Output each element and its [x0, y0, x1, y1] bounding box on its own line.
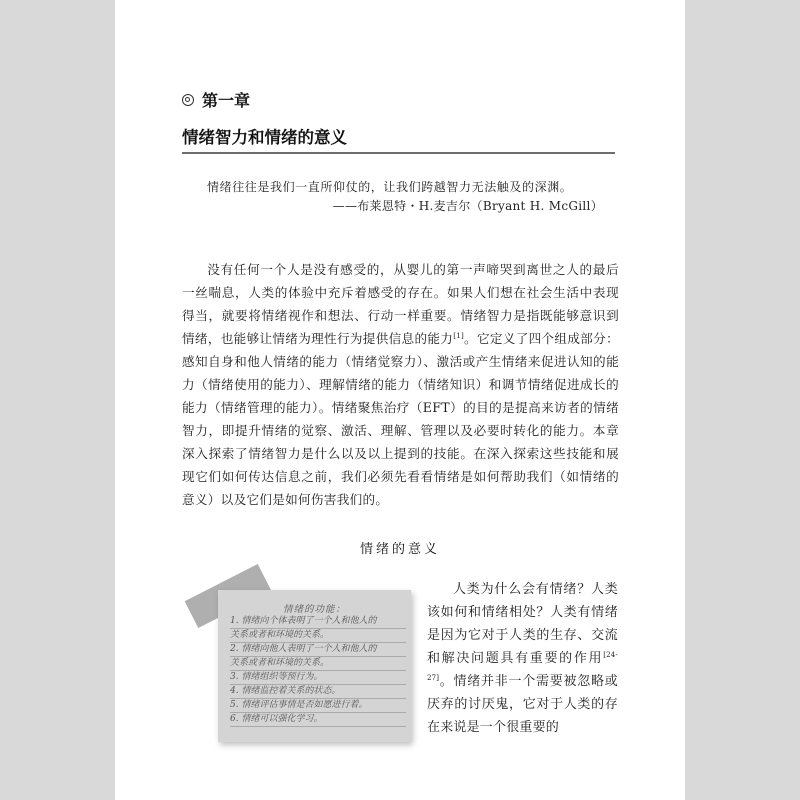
epigraph-quote: 情绪往往是我们一直所仰仗的，让我们跨越智力无法触及的深渊。 — [207, 180, 573, 194]
chapter-label-text: 第一章 — [202, 91, 251, 110]
chapter-label — [182, 88, 250, 111]
intro-text-part-2: 。它定义了四个组成部分：感知自身和他人情绪的能力（情绪觉察力）、激活或产生情绪来促进认知的能力（情绪使用的能力）、理解情绪的能力（情绪知识）和调节情绪促进成长的能力（情绪管理的能力）。情绪聚焦治疗（EFT）的目的是提高来访者的情绪智力，即提升情绪的觉察、激活、理解、管理以及必要时转化的能力。本章深入探索了情绪智力是什么以及以上提到的技能。在深入探索这些技能和展现它们如何传达信息之前，我们必须先看看情绪是如何帮助我们（如情绪的意义）以及它们是如何伤害我们的。 — [182, 331, 619, 507]
sticky-note-line: 3. 情绪组织等预行为。 — [230, 671, 406, 685]
citation-ref: [1] — [453, 332, 465, 340]
bullseye-icon — [182, 94, 194, 106]
epigraph-attribution: ——布莱恩特・H.麦吉尔（Bryant H. McGill） — [332, 199, 603, 213]
book-page — [115, 0, 685, 800]
sticky-note-title: 情绪的功能： — [282, 604, 346, 615]
side-text-part-1: 人类为什么会有情绪？人类该如何和情绪相处？人类有情绪是因为它对于人类的生存、交流和解决问题具有重要的作用 — [427, 582, 618, 666]
side-text-part-2: 。情绪并非一个需要被忽略或厌弃的讨厌鬼，它对于人类的存在来说是一个很重要的 — [427, 674, 618, 735]
section-heading: 情绪的意义 — [359, 542, 440, 557]
intro-paragraph — [182, 258, 619, 511]
sticky-note-list — [230, 615, 406, 727]
sticky-note-line: 1. 情绪向个体表明了一个人和他人的 — [230, 615, 406, 629]
sticky-note-line: 关系或者和环境的关系。 — [230, 657, 406, 671]
sticky-note-line: 关系或者和环境的关系。 — [230, 629, 406, 643]
citation-ref: [24-27] — [427, 651, 618, 682]
sticky-note-line: 5. 情绪评估事情是否如愿进行着。 — [230, 699, 406, 713]
epigraph — [182, 178, 615, 216]
sticky-note — [218, 590, 411, 742]
sticky-note-line: 2. 情绪向他人表明了一个人和他人的 — [230, 643, 406, 657]
title-divider — [182, 152, 615, 154]
intro-text-part-1: 没有任何一个人是没有感受的，从婴儿的第一声啼哭到离世之人的最后一丝喘息，人类的体验中充斥着感受的存在。如果人们想在社会生活中表现得当，就要将情绪视作和想法、行动一样重要。情绪智力是指既能够意识到情绪，也能够让情绪为理性行为提供信息的能力 — [182, 262, 619, 346]
side-paragraph — [427, 578, 618, 739]
chapter-title: 情绪智力和情绪的意义 — [182, 128, 347, 147]
sticky-note-line: 6. 情绪可以强化学习。 — [230, 713, 406, 727]
sticky-note-line: 4. 情绪监控着关系的状态。 — [230, 685, 406, 699]
